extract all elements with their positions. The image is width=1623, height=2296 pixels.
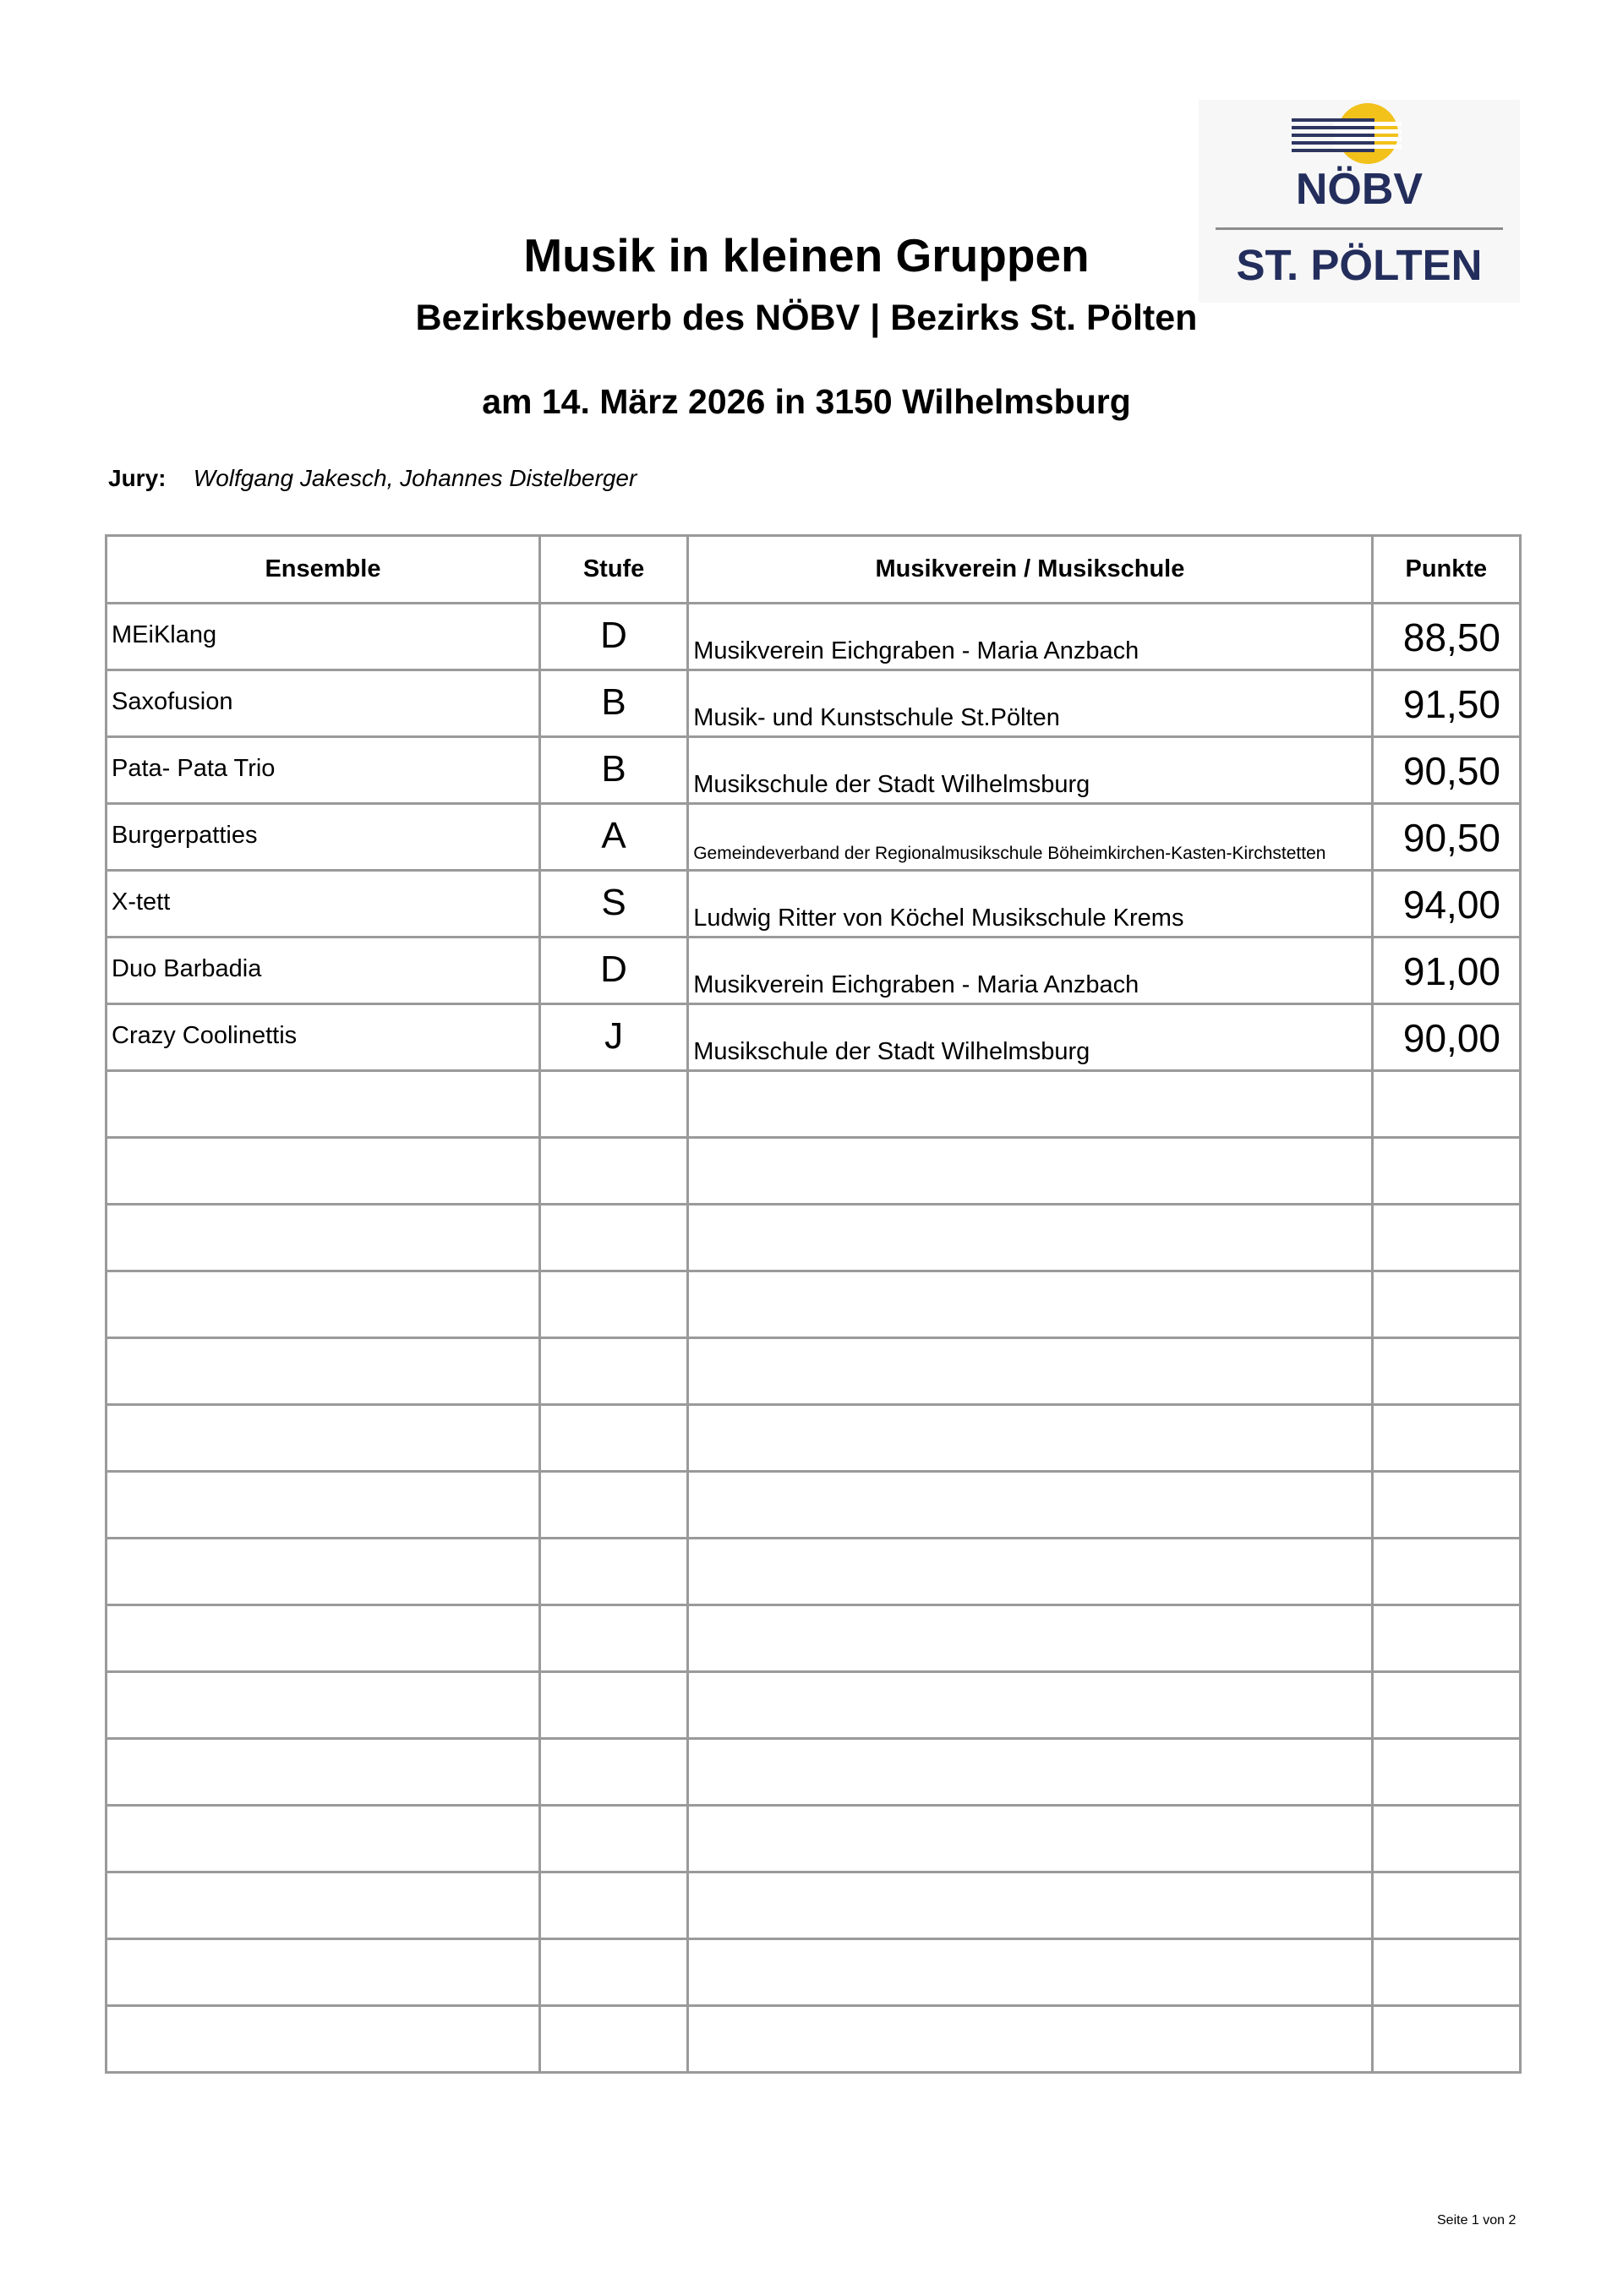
cell-ensemble: MEiKlang [112,621,217,648]
table-row [107,670,1521,737]
header-punkte: Punkte [1372,536,1520,604]
results-table [105,534,1522,2074]
cell-verein: Ludwig Ritter von Köchel Musikschule Krems [693,905,1184,932]
event-date-location: am 14. März 2026 in 3150 Wilhelmsburg [482,382,1131,421]
empty-table-row [107,1605,1521,1672]
document-subtitle: Bezirksbewerb des NÖBV | Bezirks St. Pölten [415,298,1198,338]
cell-stufe: D [600,948,627,990]
cell-verein: Musikschule der Stadt Wilhelmsburg [693,771,1090,798]
table-row [107,604,1521,670]
cell-ensemble: Pata- Pata Trio [112,755,276,782]
table-row [107,737,1521,804]
empty-table-row [107,1739,1521,1806]
empty-table-row [107,1472,1521,1539]
cell-punkte: 94,00 [1402,883,1500,927]
empty-table-row [107,1071,1521,1138]
table-row [107,871,1521,938]
cell-verein: Musikverein Eichgraben - Maria Anzbach [693,637,1139,664]
cell-ensemble: X-tett [112,888,171,916]
empty-table-row [107,1539,1521,1605]
empty-table-row [107,1672,1521,1739]
cell-punkte: 91,00 [1402,949,1500,993]
cell-stufe: S [601,882,626,923]
empty-table-row [107,2006,1521,2073]
jury-names: Wolfgang Jakesch, Johannes Distelberger [193,465,637,491]
cell-ensemble: Crazy Coolinettis [112,1022,298,1049]
cell-ensemble: Saxofusion [112,688,233,715]
empty-table-row [107,1939,1521,2006]
empty-table-row [107,1806,1521,1872]
logo-line2: ST. PÖLTEN [1236,241,1483,289]
cell-stufe: A [601,815,626,856]
cell-punkte: 90,50 [1402,816,1500,860]
table-row [107,804,1521,871]
table-row [107,1004,1521,1071]
page-number: Seite 1 von 2 [1437,2213,1516,2228]
document-title: Musik in kleinen Gruppen [523,229,1090,282]
cell-verein: Musikschule der Stadt Wilhelmsburg [693,1038,1090,1065]
empty-table-row [107,1872,1521,1939]
jury-label: Jury: [108,465,167,491]
cell-stufe: B [601,681,626,723]
empty-table-row [107,1205,1521,1271]
empty-table-row [107,1338,1521,1405]
table-row [107,938,1521,1004]
empty-table-row [107,1271,1521,1338]
logo-line1: NÖBV [1295,165,1424,214]
cell-punkte: 90,00 [1402,1016,1500,1060]
empty-table-row [107,1138,1521,1205]
header-verein: Musikverein / Musikschule [688,536,1372,604]
cell-punkte: 88,50 [1402,615,1500,659]
cell-punkte: 90,50 [1402,749,1500,793]
table-header-row [107,536,1521,604]
cell-stufe: J [604,1015,624,1057]
cell-ensemble: Duo Barbadia [112,955,262,982]
cell-stufe: B [601,748,626,790]
header-stufe: Stufe [539,536,687,604]
cell-verein: Musikverein Eichgraben - Maria Anzbach [693,971,1139,998]
cell-verein: Gemeindeverband der Regionalmusikschule Böheimkirchen-Kasten-Kirchstetten [693,844,1326,863]
cell-ensemble: Burgerpatties [112,822,258,849]
header-ensemble: Ensemble [107,536,540,604]
empty-table-row [107,1405,1521,1472]
cell-stufe: D [600,615,627,656]
cell-punkte: 91,50 [1402,682,1500,726]
jury-line [108,465,637,492]
cell-verein: Musik- und Kunstschule St.Pölten [693,704,1060,731]
